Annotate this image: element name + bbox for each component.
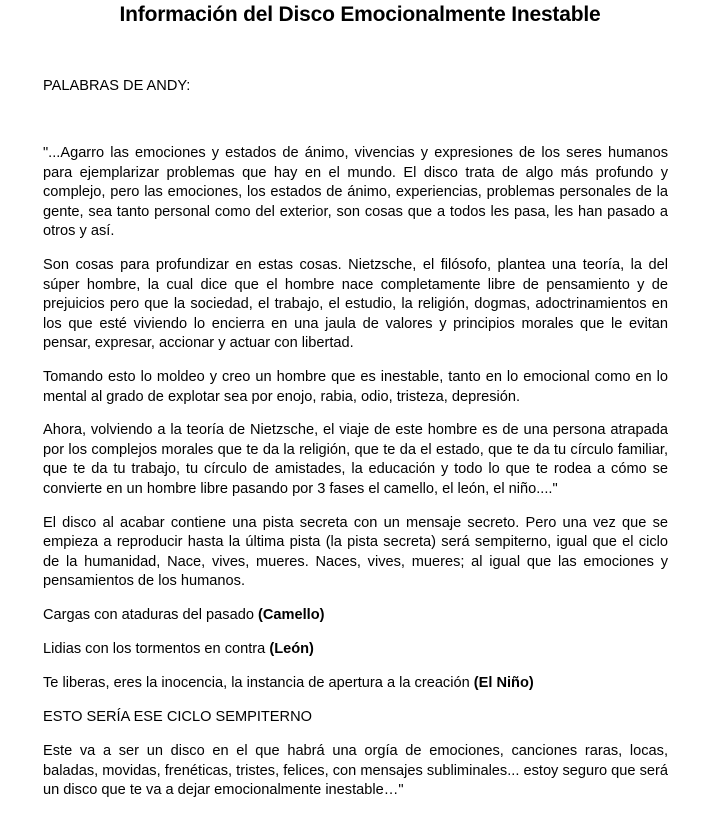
paragraph-secret-track: El disco al acabar contiene una pista secreta con un mensaje secreto. Pero una vez que se empieza a reproducir hasta la última pista (la pista secreta) será sempiterno, igual que el ciclo de la humanidad, Nace, vives, mueres. Naces, vives, mueres; al igual que las emociones y pensamientos de los humanos. [43, 514, 668, 590]
paragraph-nietzsche: Son cosas para profundizar en estas cosas. Nietzsche, el filósofo, plantea una teoría, la del súper hombre, la cual dice que el hombre nace completamente libre de pensamiento y de prejuicios pero que la sociedad, el trabajo, el estudio, la religión, dogmas, adoctrinamientos en los que esté viviendo lo encierra en una jaula de valores y principios morales que le evitan pensar, expresar, accionar y actuar con libertad. [43, 256, 668, 352]
phase-name: (León) [269, 640, 314, 657]
phase-text: Cargas con ataduras del pasado [43, 606, 258, 623]
phase-leon [43, 640, 668, 660]
phase-nino [43, 674, 668, 694]
phase-text: Lidias con los tormentos en contra [43, 640, 270, 657]
phase-text: Te liberas, eres la inocencia, la instancia de apertura a la creación [43, 675, 474, 692]
phase-camello [43, 606, 668, 626]
paragraph-journey: Ahora, volviendo a la teoría de Nietzsche, el viaje de este hombre es de una persona atrapada por los complejos morales que te da la religión, que te da el estado, que te da tu círculo familiar, que te da tu trabajo, tu círculo de amistades, la educación y todo lo que te rodea a cómo se convierte en un hombre libre pasando por 3 fases el camello, el león, el niño...." [43, 422, 668, 497]
section-heading: PALABRAS DE ANDY: [43, 78, 191, 94]
phase-name: (El Niño) [473, 675, 534, 692]
phase-name: (Camello) [258, 606, 325, 623]
document-body [43, 144, 668, 815]
paragraph-closing: Este va a ser un disco en el que habrá una orgía de emociones, canciones raras, locas, baladas, movidas, frenéticas, tristes, felices, con mensajes subliminales... estoy seguro que será un disco que te va a dejar emocionalmente inestable…" [43, 743, 668, 799]
cycle-line: ESTO SERÍA ESE CICLO SEMPITERNO [43, 709, 312, 726]
paragraph-intro: "...Agarro las emociones y estados de ánimo, vivencias y expresiones de los seres humanos para ejemplarizar problemas que hay en el mundo. El disco trata de algo más profundo y complejo, pero las emociones, los estados de ánimo, experiencias, problemas personales de la gente, sea tanto personal como del exterior, son cosas que a todos les pasa, les han pasado a otros y así. [43, 145, 668, 240]
paragraph-unstable-man: Tomando esto lo moldeo y creo un hombre que es inestable, tanto en lo emocional como en lo mental al grado de explotar sea por enojo, rabia, odio, tristeza, depresión. [43, 368, 668, 405]
document-title: Información del Disco Emocionalmente Inestable [119, 3, 601, 26]
